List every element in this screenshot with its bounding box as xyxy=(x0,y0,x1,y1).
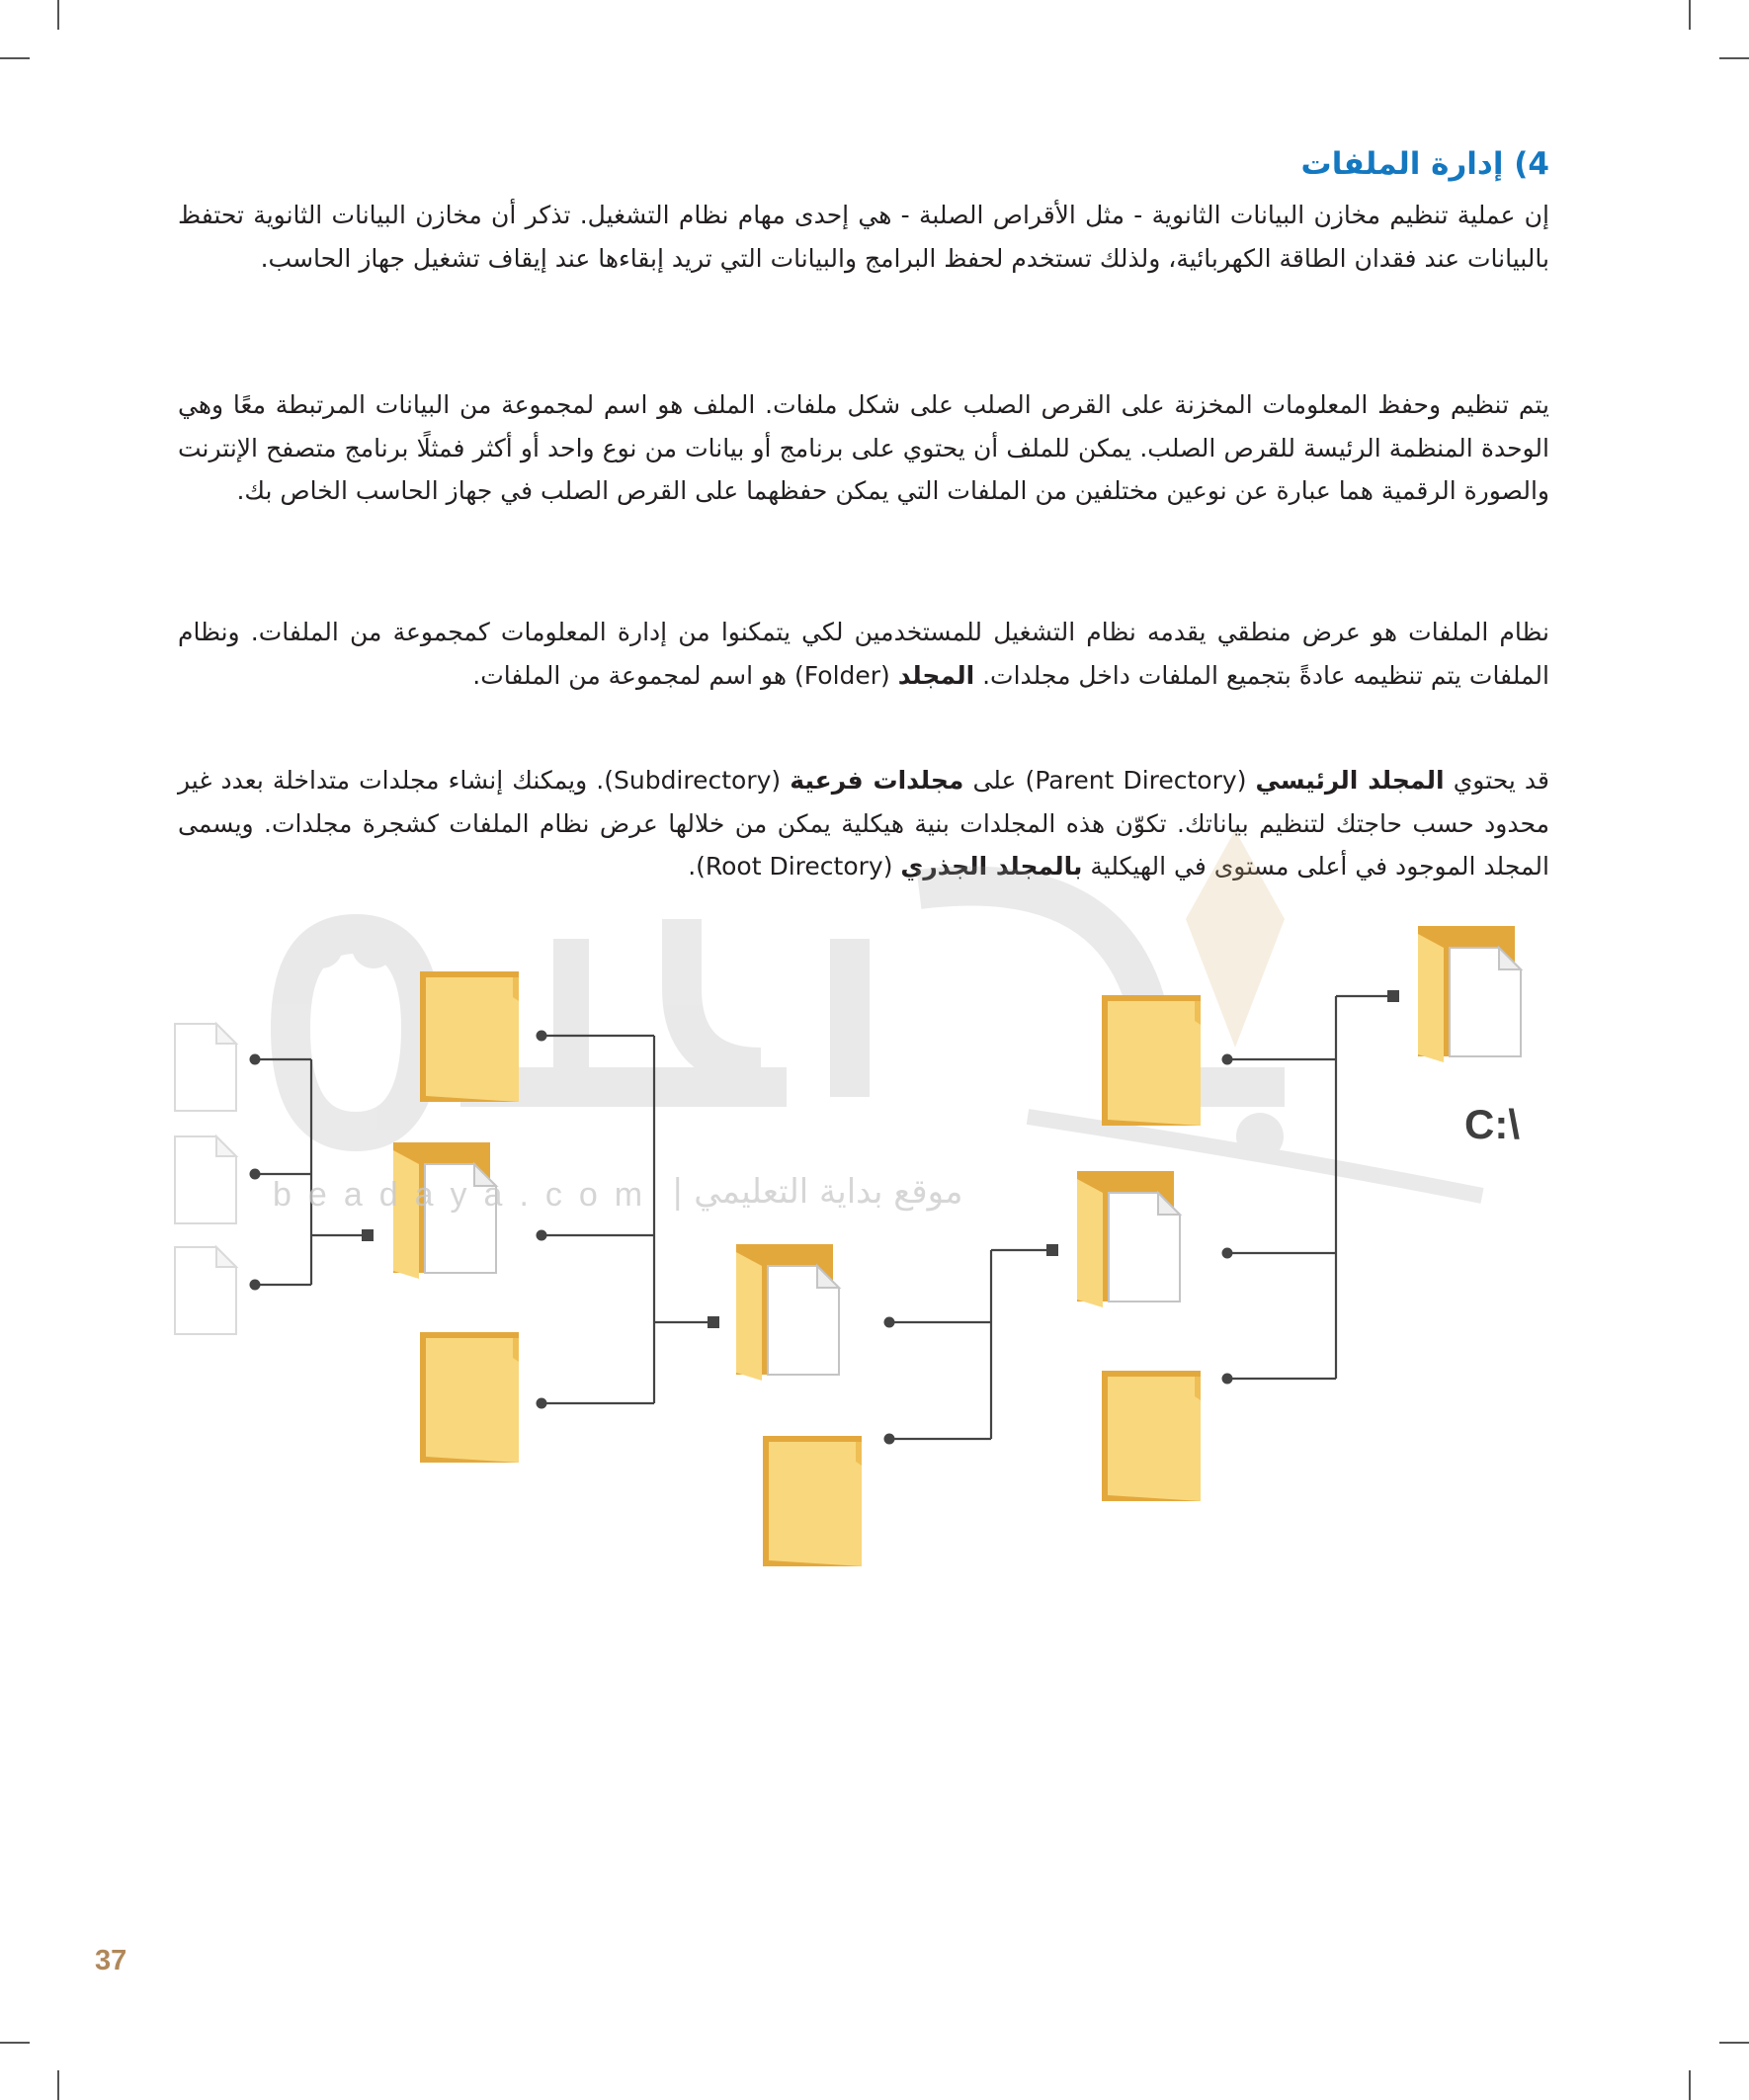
faded-file-icon xyxy=(175,1136,236,1223)
faded-files xyxy=(175,1024,236,1334)
folder-with-file-icon xyxy=(1077,1171,1180,1307)
root-folder-icon xyxy=(1418,926,1521,1062)
term-parent-directory: المجلد الرئيسي xyxy=(1255,766,1445,795)
paragraph-text: قد يحتوي xyxy=(1453,766,1550,795)
paragraph-text: (Parent Directory) على xyxy=(972,766,1247,795)
paragraph-secondary-storage: إن عملية تنظيم مخازن البيانات الثانوية - مثل الأقراص الصلبة - هي إحدى مهام نظام التشغيل. تذكر أن مخازن البيانات الثانوية تحتفظ بالبيانات عند فقدان الطاقة الكهربائية، ولذلك تستخدم لحفظ البرامج والبيانات التي تريد إبقاءها عند إيقاف تشغيل جهاز الحاسب. xyxy=(178,201,1549,273)
folder-icon xyxy=(1102,995,1201,1126)
faded-file-icon xyxy=(175,1024,236,1111)
paragraph-text: (Folder) هو اسم لمجموعة من الملفات. xyxy=(472,660,890,690)
paragraph-text: (Subdirectory). ويمكنك إنشاء مجلدات متداخلة بعدد غير محدود حسب حاجتك لتنظيم بياناتك. تكوّن هذه المجلدات بنية هيكلية يمكن من خلالها عرض نظام الملفات كشجرة مجلدات. ويسمى المجلد الموجود في أعلى مستوى في الهيكلية xyxy=(178,766,1549,881)
folder-icon xyxy=(420,971,519,1102)
term-subdirectory: مجلدات فرعية xyxy=(790,766,964,795)
term-folder: المجلد xyxy=(897,660,975,690)
page-number: 37 xyxy=(95,1945,127,1976)
term-root-directory: بالمجلد الجذري xyxy=(900,852,1083,881)
folder-icon xyxy=(1102,1371,1201,1501)
faded-file-icon xyxy=(175,1247,236,1334)
paragraph-text: (Root Directory). xyxy=(688,852,893,881)
folder-icon xyxy=(420,1332,519,1463)
root-drive-label: C:\ xyxy=(1464,1101,1520,1147)
paragraph-files: يتم تنظيم وحفظ المعلومات المخزنة على القرص الصلب على شكل ملفات. الملف هو اسم لمجموعة من البيانات المرتبطة معًا وهي الوحدة المنظمة الرئيسة للقرص الصلب. يمكن للملف أن يحتوي على برنامج أو بيانات من نوع واحد أو أكثر فمثلًا برنامج متصفح الإنترنت والصورة الرقمية هما عبارة عن نوعين مختلفين من الملفات التي يمكن حفظهما على القرص الصلب في جهاز الحاسب الخاص بك. xyxy=(178,390,1549,505)
watermark-url: beadaya.com xyxy=(273,1176,660,1214)
folder-icon xyxy=(763,1436,862,1566)
section-title: 4) إدارة الملفات xyxy=(1300,146,1549,182)
watermark-text: موقع بداية التعليمي | xyxy=(672,1172,963,1212)
folder-with-file-icon xyxy=(736,1244,839,1381)
paragraph-text: نظام الملفات هو عرض منطقي يقدمه نظام التشغيل للمستخدمين لكي يتمكنوا من إدارة المعلومات كمجموعة من الملفات. ونظام الملفات يتم تنظيمه عادةً بتجميع الملفات داخل مجلدات. xyxy=(178,618,1549,690)
